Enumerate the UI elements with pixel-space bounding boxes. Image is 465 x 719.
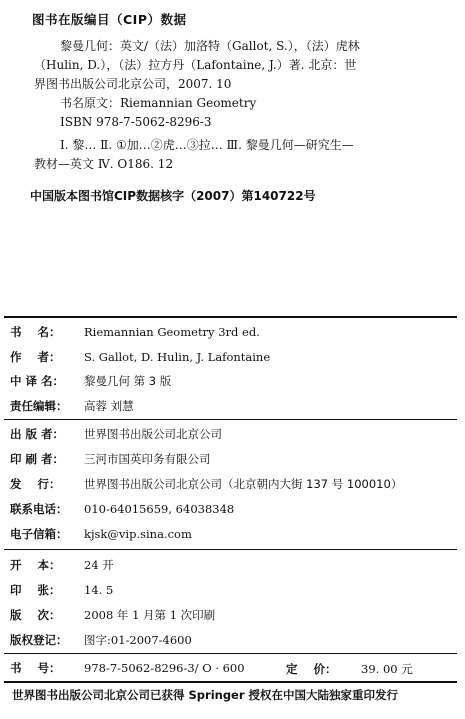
row-value: 黎曼几何 第 3 版 (84, 374, 172, 388)
row-label: 责任编辑： (10, 399, 68, 413)
price-label: 定 价： (286, 662, 337, 676)
row-format (10, 555, 114, 575)
row-value: Riemannian Geometry 3rd ed. (84, 325, 260, 339)
row-value: S. Gallot, D. Hulin, J. Lafontaine (84, 350, 271, 364)
cip-subject-line: 教材—英文 Ⅳ. O186. 12 (34, 157, 174, 171)
cip-entry-line: 界图书出版公司北京公司，2007. 10 (34, 77, 232, 91)
row-book-title (10, 322, 260, 342)
row-label: 书 名： (10, 325, 61, 339)
section-rule (4, 419, 457, 420)
row-value: 图字:01-2007-4600 (84, 633, 192, 647)
row-value: 2008 年 1 月第 1 次印刷 (84, 608, 216, 622)
price-value: 39. 00 元 (361, 662, 413, 676)
row-label: 发 行： (10, 477, 61, 491)
cip-subject-line: Ⅰ. 黎… Ⅱ. ①加…②虎…③拉… Ⅲ. 黎曼几何—研究生— (60, 138, 354, 152)
license-notice: 世界图书出版公司北京公司已获得 Springer 授权在中国大陆独家重印发行 (12, 688, 399, 702)
row-edition (10, 605, 215, 625)
row-distributor (10, 474, 402, 494)
row-sheets (10, 580, 113, 600)
row-label: 印 刷 者： (10, 452, 65, 466)
cip-original-title: 书名原文：Riemannian Geometry (60, 96, 257, 110)
cip-entry-line: 黎曼几何：英文/（法）加洛特（Gallot, S.），（法）虎林 (60, 39, 360, 53)
row-label: 书 号： (10, 661, 61, 675)
row-value: 高蓉 刘慧 (84, 399, 134, 413)
row-publisher (10, 424, 222, 444)
row-printer (10, 449, 211, 469)
row-value: kjsk@vip.sina.com (84, 527, 192, 541)
row-editors (10, 396, 134, 416)
row-copyright-registration (10, 630, 192, 650)
row-label: 电子信箱： (10, 527, 68, 541)
row-chinese-title (10, 371, 171, 391)
row-label: 印 张： (10, 583, 61, 597)
section-rule (4, 549, 457, 550)
row-label: 联系电话： (10, 502, 68, 516)
section-rule (4, 653, 457, 654)
row-value: 24 开 (84, 558, 114, 572)
row-label: 作 者： (10, 350, 61, 364)
row-label: 中 译 名： (10, 374, 65, 388)
cip-subjects (34, 136, 454, 174)
table-top-rule (4, 316, 457, 318)
cip-entry (34, 37, 454, 132)
row-value: 010-64015659, 64038348 (84, 502, 235, 516)
row-value: 14. 5 (84, 583, 114, 597)
row-value: 世界图书出版公司北京公司 (84, 427, 222, 441)
cip-entry-line: （Hulin, D.），（法）拉方丹（Lafontaine, J.）著. 北京：世 (34, 58, 357, 72)
row-phone (10, 499, 234, 519)
row-label: 版 次： (10, 608, 61, 622)
row-authors (10, 347, 270, 367)
cip-isbn: ISBN 978-7-5062-8296-3 (60, 115, 212, 129)
row-book-number (10, 658, 245, 678)
row-label: 版权登记： (10, 633, 68, 647)
row-value: 三河市国英印务有限公司 (84, 452, 211, 466)
row-label: 出 版 者： (10, 427, 65, 441)
table-bottom-rule (4, 681, 457, 683)
row-label: 开 本： (10, 558, 61, 572)
row-value: 世界图书出版公司北京公司（北京朝内大街 137 号 100010） (84, 477, 403, 491)
cip-title: 图书在版编目（CIP）数据 (32, 12, 187, 27)
cip-catalog-number: 中国版本图书馆CIP数据核字（2007）第140722号 (30, 189, 316, 203)
row-value: 978-7-5062-8296-3/ O · 600 (84, 661, 245, 675)
row-email (10, 524, 192, 544)
